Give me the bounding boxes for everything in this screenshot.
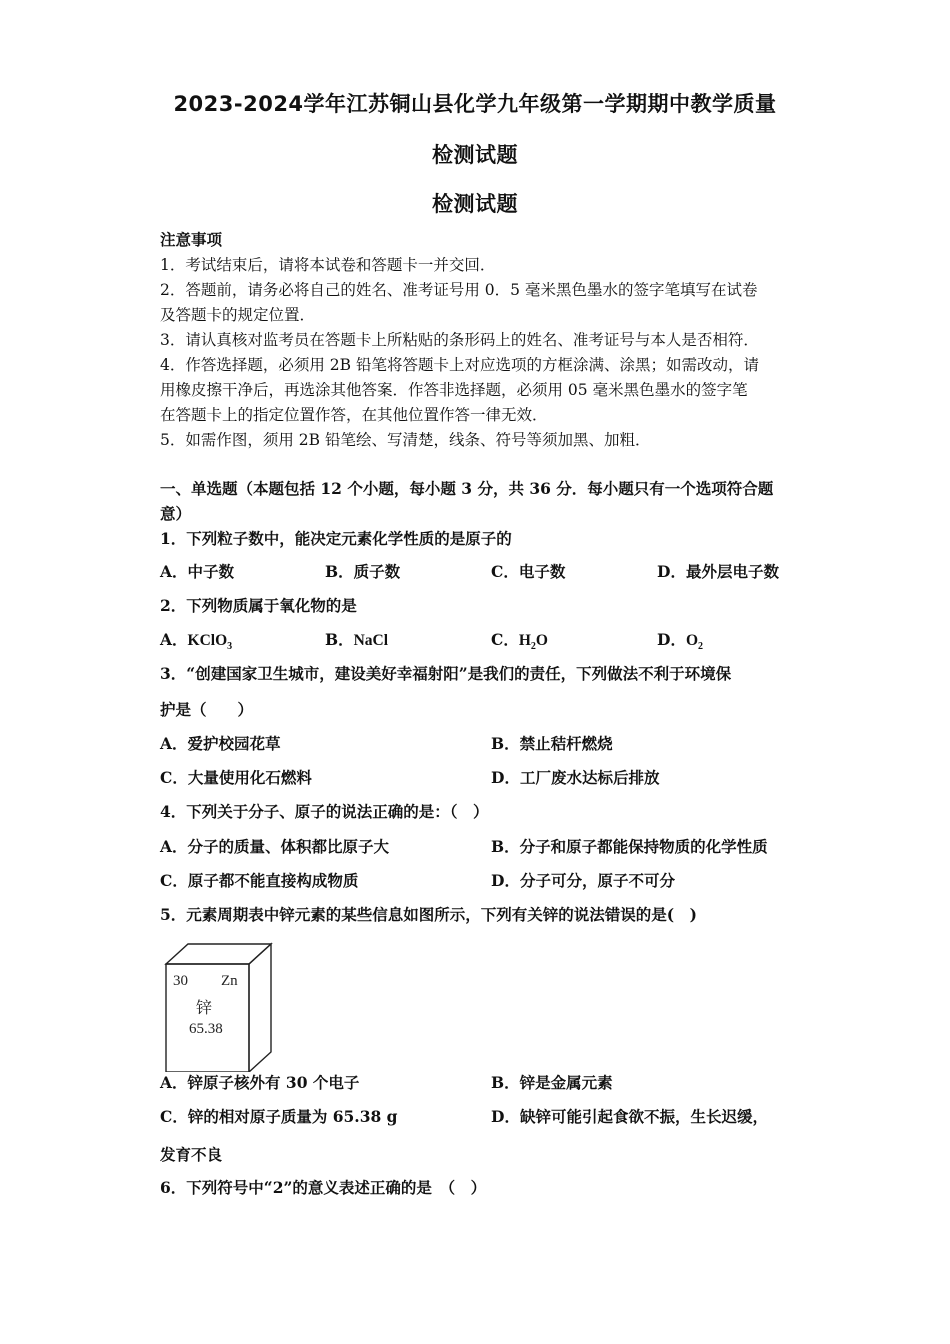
exam-title-line2: 检测试题 xyxy=(432,143,518,167)
element-cube-drawing xyxy=(163,942,273,1072)
notice-item-3: 3．请认真核对监考员在答题卡上所粘贴的条形码上的姓名、准考证号与本人是否相符． xyxy=(160,331,759,349)
exam-title-line1: 2023-2024学年江苏铜山县化学九年级第一学期期中教学质量 xyxy=(173,92,777,116)
q2-formula-o2-sub: 2 xyxy=(698,641,704,653)
q3-option-d: D．工厂废水达标后排放 xyxy=(491,768,660,787)
q1-option-d: D．最外层电子数 xyxy=(657,562,779,581)
notice-item-4-cont2: 在答题卡上的指定位置作答，在其他位置作答一律无效． xyxy=(160,406,548,424)
element-atomic-mass: 65.38 xyxy=(189,1021,223,1037)
q4-option-b: B．分子和原子都能保持物质的化学性质 xyxy=(491,837,768,856)
q4-option-a: A．分子的质量、体积都比原子大 xyxy=(160,837,390,856)
question-2-stem: 2．下列物质属于氧化物的是 xyxy=(160,596,357,615)
q2-option-d xyxy=(657,628,703,652)
q2-formula-h2o-o: O xyxy=(535,632,548,649)
q5-option-b: B．锌是金属元素 xyxy=(491,1073,613,1092)
section-heading-cont: 意） xyxy=(160,504,192,523)
question-1-stem: 1．下列粒子数中，能决定元素化学性质的是原子的 xyxy=(160,529,512,548)
element-name: 锌 xyxy=(196,1000,213,1017)
zinc-element-card xyxy=(163,942,273,1072)
q1-option-c: C．电子数 xyxy=(491,562,566,581)
exam-title-line3: 检测试题 xyxy=(432,192,518,216)
notice-item-2-cont: 及答题卡的规定位置． xyxy=(160,306,316,324)
q2-option-c xyxy=(491,628,548,652)
question-3-stem-cont: 护是（ ） xyxy=(160,700,254,719)
q1-option-a: A．中子数 xyxy=(160,562,235,581)
question-3-stem: 3．“创建国家卫生城市，建设美好幸福射阳”是我们的责任，下列做法不利于环境保 xyxy=(160,664,732,683)
section-heading: 一、单选题（本题包括 12 个小题，每小题 3 分，共 36 分．每小题只有一个选项符合题 xyxy=(160,479,774,498)
notice-heading: 注意事项 xyxy=(160,230,223,249)
q2-formula-h2o-h: H xyxy=(518,632,531,649)
q5-option-a: A．锌原子核外有 30 个电子 xyxy=(160,1073,360,1092)
element-symbol: Zn xyxy=(221,973,238,989)
q5-option-c: C．锌的相对原子质量为 65.38 g xyxy=(160,1107,398,1126)
q2-formula-o2: O xyxy=(685,632,699,649)
question-6-stem: 6．下列符号中“2”的意义表述正确的是 （ ） xyxy=(160,1178,487,1197)
notice-item-4: 4．作答选择题，必须用 2B 铅笔将答题卡上对应选项的方框涂满、涂黑；如需改动，请 xyxy=(160,356,759,374)
q4-option-c: C．原子都不能直接构成物质 xyxy=(160,871,359,890)
q2-option-a xyxy=(160,628,232,652)
q3-option-c: C．大量使用化石燃料 xyxy=(160,768,312,787)
q5-option-d: D．缺锌可能引起食欲不振，生长迟缓， xyxy=(491,1107,768,1126)
q2-formula-nacl: NaCl xyxy=(353,632,389,649)
q2-option-a-letter: A． xyxy=(160,630,188,649)
q2-formula-kclo3-sub: 3 xyxy=(227,641,233,653)
q3-option-a: A．爱护校园花草 xyxy=(160,734,281,753)
q2-formula-kclo3: KClO xyxy=(187,632,228,649)
notice-item-2: 2．答题前，请务必将自己的姓名、准考证号用 0．5 毫米黑色墨水的签字笔填写在试卷 xyxy=(160,281,758,299)
q2-option-d-letter: D． xyxy=(657,630,686,649)
question-4-stem: 4．下列关于分子、原子的说法正确的是：（ ） xyxy=(160,802,489,821)
element-atomic-number: 30 xyxy=(173,973,188,989)
question-5-stem: 5．元素周期表中锌元素的某些信息如图所示，下列有关锌的说法错误的是( ) xyxy=(160,905,697,924)
q2-formula-h2o-sub: 2 xyxy=(530,641,536,653)
q2-option-c-letter: C． xyxy=(491,630,519,649)
q4-option-d: D．分子可分，原子不可分 xyxy=(491,871,675,890)
q2-option-b-letter: B． xyxy=(325,630,354,649)
q1-option-b: B．质子数 xyxy=(325,562,401,581)
notice-item-5: 5．如需作图，须用 2B 铅笔绘、写清楚，线条、符号等须加黑、加粗． xyxy=(160,431,651,449)
q5-option-d-cont: 发育不良 xyxy=(160,1145,223,1164)
q2-option-b xyxy=(325,628,388,650)
notice-item-4-cont1: 用橡皮擦干净后，再选涂其他答案．作答非选择题，必须用 05 毫米黑色墨水的签字笔 xyxy=(160,381,748,399)
notice-item-1: 1．考试结束后，请将本试卷和答题卡一并交回． xyxy=(160,256,496,274)
q3-option-b: B．禁止秸杆燃烧 xyxy=(491,734,613,753)
